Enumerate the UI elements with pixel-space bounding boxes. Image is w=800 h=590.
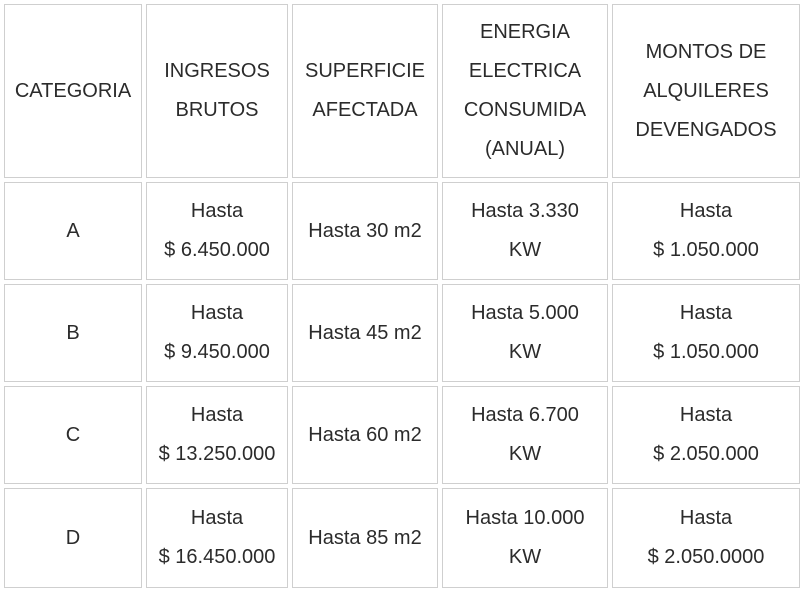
superficie-value: Hasta 85 m2 (308, 526, 422, 549)
cell-ingresos (146, 182, 288, 280)
cell-superficie (292, 386, 438, 484)
header-ingresos-line-1: INGRESOS (164, 60, 270, 82)
ingresos-line-1: Hasta (190, 404, 244, 426)
ingresos-line-2: $ 9.450.000 (164, 341, 270, 363)
categoria-value: A (66, 219, 80, 242)
superficie-value: Hasta 30 m2 (308, 219, 422, 242)
cell-superficie (292, 488, 438, 588)
cell-energia (442, 488, 608, 588)
superficie-value: Hasta 60 m2 (308, 423, 422, 446)
header-energia-electrica (442, 4, 608, 178)
header-energia-line-3: CONSUMIDA (463, 99, 587, 121)
header-ingresos-brutos (146, 4, 288, 178)
ingresos-line-2: $ 6.450.000 (164, 239, 270, 261)
cell-energia (442, 386, 608, 484)
header-ingresos-line-2: BRUTOS (175, 99, 259, 121)
energia-line-1: Hasta 3.330 (471, 200, 579, 222)
alquileres-line-1: Hasta (679, 200, 733, 222)
cell-ingresos (146, 386, 288, 484)
alquileres-line-1: Hasta (679, 302, 733, 324)
header-montos-line-1: MONTOS DE (645, 40, 767, 63)
ingresos-line-1: Hasta (190, 200, 244, 222)
header-energia-line-1: ENERGIA (479, 21, 571, 43)
cell-energia (442, 182, 608, 280)
energia-line-1: Hasta 5.000 (471, 302, 579, 324)
energia-line-2: KW (508, 239, 542, 261)
header-montos-line-2: ALQUILERES (643, 79, 769, 102)
category-table (4, 4, 796, 588)
header-montos-alquileres (612, 4, 800, 178)
energia-line-2: KW (508, 443, 542, 465)
cell-ingresos (146, 284, 288, 382)
alquileres-line-2: $ 1.050.000 (653, 239, 759, 261)
header-categoria (4, 4, 142, 178)
ingresos-line-1: Hasta (190, 507, 244, 529)
header-energia-line-4: (ANUAL) (484, 138, 565, 160)
alquileres-line-1: Hasta (679, 507, 733, 529)
cell-ingresos (146, 488, 288, 588)
categoria-value: B (66, 321, 80, 344)
cell-energia (442, 284, 608, 382)
alquileres-line-1: Hasta (679, 404, 733, 426)
header-superficie-line-2: AFECTADA (312, 99, 418, 121)
cell-superficie (292, 182, 438, 280)
cell-categoria (4, 284, 142, 382)
cell-alquileres (612, 182, 800, 280)
cell-categoria (4, 386, 142, 484)
energia-line-2: KW (508, 341, 542, 363)
alquileres-line-2: $ 1.050.000 (653, 341, 759, 363)
energia-line-2: KW (508, 546, 542, 568)
cell-categoria (4, 182, 142, 280)
cell-alquileres (612, 284, 800, 382)
categoria-value: D (65, 526, 81, 549)
alquileres-line-2: $ 2.050.000 (653, 443, 759, 465)
header-energia-line-2: ELECTRICA (468, 60, 582, 82)
header-categoria-line: CATEGORIA (14, 79, 132, 102)
header-superficie-afectada (292, 4, 438, 178)
cell-superficie (292, 284, 438, 382)
ingresos-line-2: $ 16.450.000 (158, 546, 276, 568)
cell-alquileres (612, 386, 800, 484)
header-superficie-line-1: SUPERFICIE (304, 60, 426, 82)
ingresos-line-1: Hasta (190, 302, 244, 324)
cell-alquileres (612, 488, 800, 588)
energia-line-1: Hasta 10.000 (465, 507, 585, 529)
header-montos-line-3: DEVENGADOS (635, 118, 777, 141)
superficie-value: Hasta 45 m2 (308, 321, 422, 344)
categoria-value: C (65, 423, 81, 446)
energia-line-1: Hasta 6.700 (471, 404, 579, 426)
cell-categoria (4, 488, 142, 588)
ingresos-line-2: $ 13.250.000 (158, 443, 276, 465)
alquileres-line-2: $ 2.050.0000 (647, 546, 765, 568)
